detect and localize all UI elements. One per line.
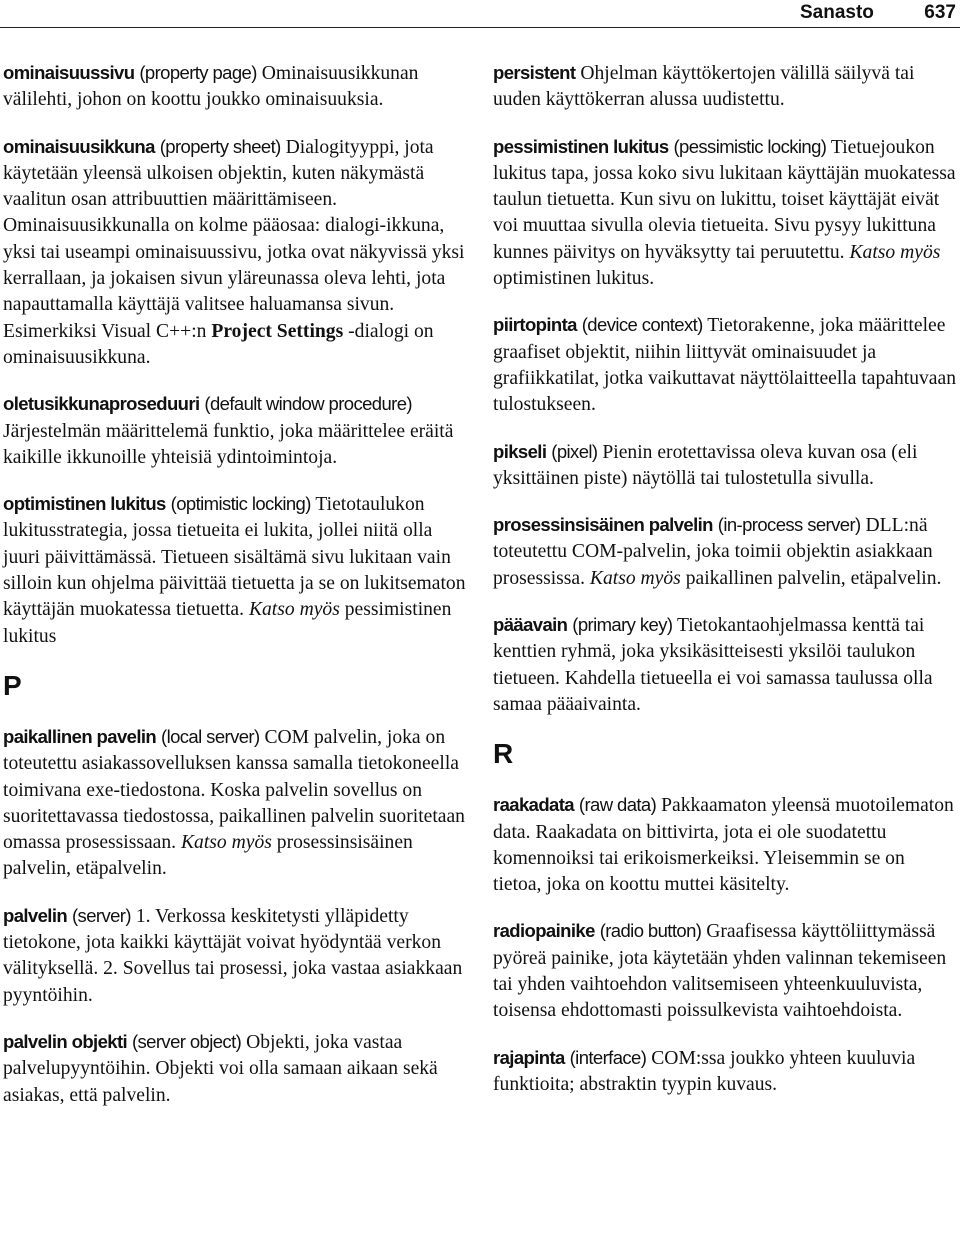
- entry-english: (local server): [161, 725, 260, 747]
- entry-definition-end: -dialogi on ominaisuusikkuna.: [3, 320, 434, 368]
- entry-english: (device context): [581, 314, 703, 336]
- entry-definition: Pienin erotettavissa oleva kuvan osa (eli yksittäinen piste) näytöllä tai tulostetulla sivulla.: [493, 441, 918, 489]
- left-column: [3, 60, 473, 1129]
- entry-term: piirtopinta: [493, 314, 577, 336]
- glossary-entry-ominaisuusikkuna: [3, 134, 473, 372]
- entry-english: (server): [72, 904, 131, 926]
- glossary-entry-paaavain: [493, 612, 958, 718]
- page-number: 637: [924, 2, 956, 23]
- entry-term: rajapinta: [493, 1046, 565, 1068]
- glossary-entry-oletusikkunaproseduuri: [3, 391, 473, 471]
- glossary-entry-optimistinen-lukitus: [3, 491, 473, 650]
- glossary-entry-pessimistinen-lukitus: [493, 134, 958, 293]
- entry-english: (property sheet): [159, 135, 281, 157]
- entry-english: (pixel): [551, 440, 598, 462]
- see-also-link[interactable]: optimistinen lukitus.: [493, 268, 655, 290]
- entry-definition: Ohjelman käyttökertojen välillä säilyvä tai uuden käyttökerran alussa uudistettu.: [493, 63, 915, 111]
- entry-term: palvelin objekti: [3, 1030, 128, 1052]
- entry-term: palvelin: [3, 904, 68, 926]
- entry-definition: 1. Verkossa keskitetysti ylläpidetty tietokone, jota kaikki käyttäjät voivat hyödyntää verkon välityksellä. 2. Sovellus tai prosessi, joka vastaa asiakkaan pyyntöihin.: [3, 905, 463, 1006]
- entry-definition: COM:ssa joukko yhteen kuuluvia funktioita; abstraktin tyypin kuvaus.: [493, 1047, 916, 1095]
- see-also-link[interactable]: pessimistinen lukitus: [3, 599, 452, 647]
- entry-definition: DLL:nä toteutettu COM-palvelin, joka toimii objektin asiakkaan prosessissa.: [493, 515, 933, 589]
- glossary-entry-raakadata: [493, 792, 958, 898]
- right-column: [493, 60, 958, 1118]
- entry-definition: COM palvelin, joka on toteutettu asiakassovelluksen kanssa samalla tietokoneella toimivana exe-tiedostona. Koska palvelin sovellus on suoritettavassa tiedostossa, paikallinen palvelin suoritetaan omassa prosessissaan.: [3, 726, 465, 854]
- entry-definition: Dialogityyppi, jota käytetään yleensä ulkoisen objektin, kuten näkymästä vaalitun osan attribuuttien määrittämiseen. Ominaisuusikkunalla on kolme pääosaa: dialogi-ikkuna, yksi tai useampi ominaisuussivu, jotka ovat näkyvissä yksi kerrallaan, ja jokaisen sivun yläreunassa oleva lehti, jota napauttamalla käyttäjä valitsee haluamansa sivun. Esimerkiksi Visual C++:n: [3, 136, 465, 342]
- glossary-entry-rajapinta: [493, 1045, 958, 1099]
- entry-term: paikallinen pavelin: [3, 725, 157, 747]
- page-header: [0, 0, 960, 28]
- glossary-entry-persistent: [493, 60, 958, 114]
- entry-term: optimistinen lukitus: [3, 493, 166, 515]
- entry-term: pikseli: [493, 440, 547, 462]
- entry-definition: Pakkaamaton yleensä muotoilematon data. Raakadata on bittivirta, jota ei ole suodatettu komennoiksi tai erikoismerkeiksi. Yleisemmin se on tietoa, joka on koottu muttei käsitelty.: [493, 795, 954, 896]
- entry-definition: Ominaisuusikkunan välilehti, johon on koottu joukko ominaisuuksia.: [3, 63, 419, 111]
- see-also-link[interactable]: paikallinen palvelin, etäpalvelin.: [685, 567, 942, 589]
- entry-definition: Tietorakenne, joka määrittelee graafiset objektit, niihin liittyvät ominaisuudet ja grafiikkatilat, jotka vaikuttavat näyttölaitteella tapahtuvaan tulostukseen.: [493, 315, 956, 416]
- entry-definition: Tietokantaohjelmassa kenttä tai kenttien ryhmä, joka yksikäsitteisesti yksilöi taulukon tietueen. Kahdella tietueella ei voi samassa taulussa olla samaa pääaivainta.: [493, 615, 933, 715]
- entry-term: raakadata: [493, 794, 574, 816]
- glossary-entry-pikseli: [493, 439, 958, 493]
- glossary-entry-palvelin: [3, 903, 473, 1009]
- entry-english: (in-process server): [717, 514, 861, 536]
- entry-term: persistent: [493, 62, 576, 83]
- glossary-entry-ominaisuussivu: [3, 60, 473, 114]
- see-also-label: Katso myös: [849, 241, 941, 263]
- see-also-label: Katso myös: [589, 567, 681, 589]
- entry-english: (default window procedure): [204, 393, 412, 415]
- entry-highlight: Project Settings: [211, 320, 344, 342]
- glossary-entry-prosessinsisainen-palvelin: [493, 512, 958, 592]
- entry-english: (optimistic locking): [170, 493, 311, 515]
- see-also-label: Katso myös: [180, 832, 272, 854]
- entry-term: ominaisuussivu: [3, 62, 135, 83]
- see-also-link[interactable]: prosessinsisäinen palvelin, etäpalvelin.: [3, 832, 413, 880]
- entry-term: ominaisuusikkuna: [3, 135, 155, 157]
- glossary-entry-radiopainike: [493, 918, 958, 1024]
- entry-definition: Objekti, joka vastaa palvelupyyntöihin. Objekti voi olla samaan aikaan sekä asiakas, että palvelin.: [3, 1031, 438, 1106]
- entry-english: (primary key): [572, 614, 673, 636]
- entry-term: pääavain: [493, 614, 568, 636]
- entry-definition: Tietuejoukon lukitus tapa, jossa koko sivu lukitaan käyttäjän muokatessa taulun tietuetta. Kun sivu on lukittu, toiset käyttäjät eivät voi muuttaa sivulla olevia tietueita. Sivu pysyy lukittuna kunnes päivitys on hyväksytty tai peruutettu.: [493, 136, 956, 263]
- entry-definition: Järjestelmän määrittelemä funktio, joka määrittelee eräitä kaikille ikkunoille yhteisiä ydintoimintoja.: [3, 420, 454, 468]
- section-title: Sanasto: [800, 2, 874, 23]
- entry-english: (server object): [131, 1030, 242, 1052]
- entry-term: radiopainike: [493, 920, 595, 942]
- entry-english: (interface): [569, 1046, 647, 1068]
- entry-term: oletusikkunaproseduuri: [3, 393, 200, 415]
- entry-english: (raw data): [578, 794, 657, 816]
- glossary-entry-piirtopinta: [493, 312, 958, 418]
- entry-english: (property page): [139, 62, 257, 83]
- entry-english: (pessimistic locking): [673, 135, 827, 157]
- glossary-entry-palvelin-objekti: [3, 1029, 473, 1109]
- section-letter-p: P: [3, 669, 22, 701]
- entry-definition: Graafisessa käyttöliittymässä pyöreä painike, jota käytetään yhden valinnan tekemiseen tai yhden vaihtoehdon valitsemiseen yhteenkuuluvista, toisensa ehdottomasti poissulkevista vaihtoehdoista.: [493, 921, 947, 1022]
- header-divider: [0, 27, 960, 28]
- see-also-label: Katso myös: [248, 599, 340, 621]
- glossary-entry-paikallinen-palvelin: [3, 724, 473, 883]
- entry-english: (radio button): [599, 920, 702, 942]
- entry-term: prosessinsisäinen palvelin: [493, 514, 713, 536]
- entry-term: pessimistinen lukitus: [493, 135, 669, 157]
- entry-definition: Tietotaulukon lukitusstrategia, jossa tietueita ei lukita, jollei niitä olla juuri päivittämässä. Tietueen sisältämä sivu lukitaan vain silloin kun ohjelma päivittää tietuetta ja se on lukitsematon käyttäjän muokatessa tietuetta.: [3, 494, 466, 621]
- section-letter-r: R: [493, 738, 514, 770]
